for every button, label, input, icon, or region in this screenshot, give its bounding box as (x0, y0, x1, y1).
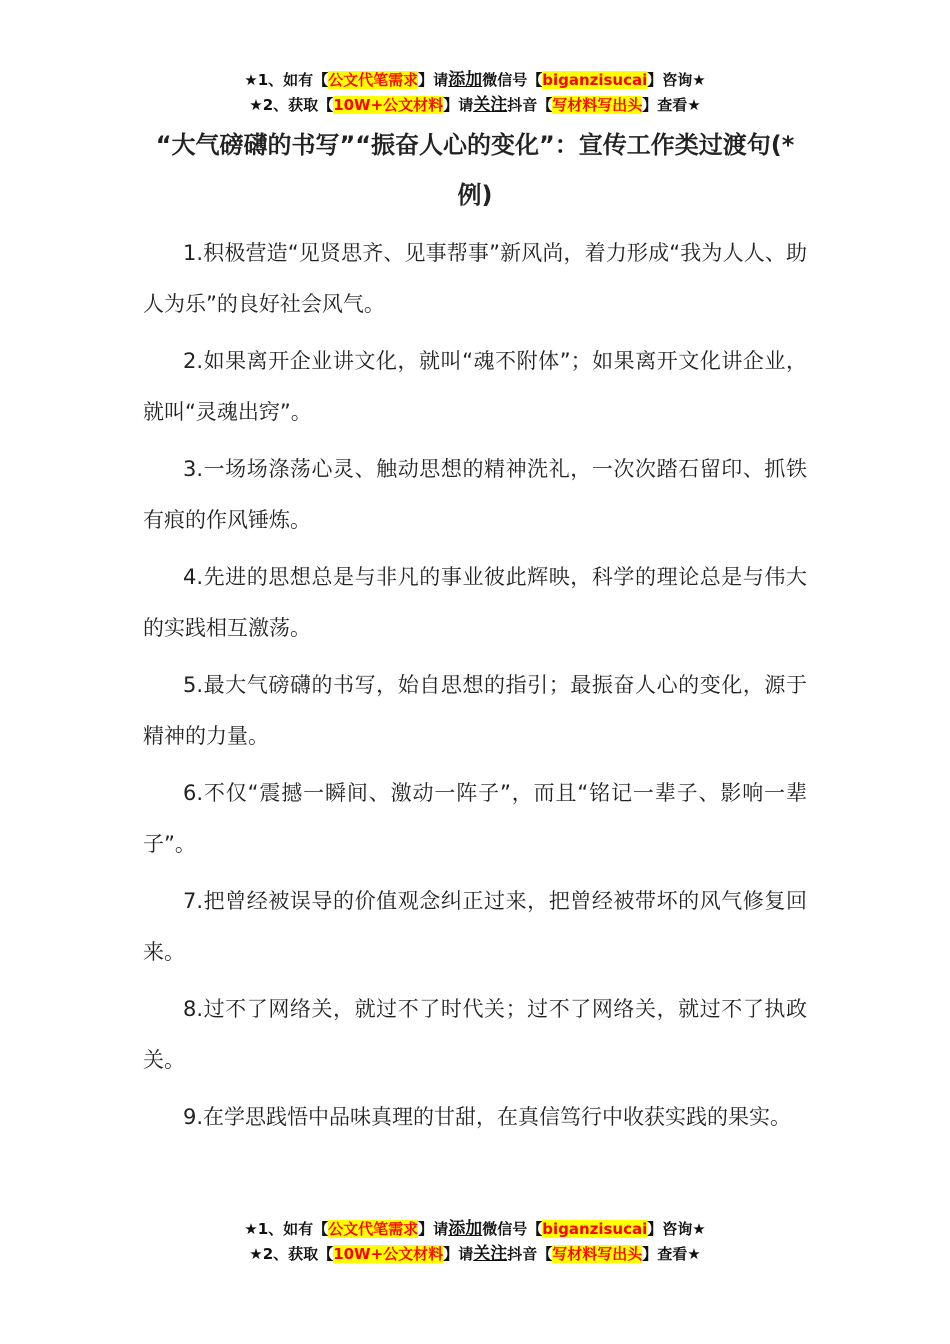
banner-text: 】请 (418, 1220, 449, 1238)
banner-text: ★2、获取【 (249, 1245, 334, 1263)
banner-text: 】请 (418, 71, 449, 89)
footer-banner (0, 1217, 950, 1267)
banner-highlight: biganzisucai (542, 1220, 648, 1238)
banner-highlight: 公文代笔需求 (328, 1220, 419, 1238)
paragraph: 3.一场场涤荡心灵、触动思想的精神洗礼，一次次踏石留印、抓铁有痕的作风锤炼。 (143, 457, 807, 532)
paragraph: 9.在学思践悟中品味真理的甘甜，在真信笃行中收获实践的果实。 (183, 1105, 792, 1129)
paragraph: 2.如果离开企业讲文化，就叫“魂不附体”；如果离开文化讲企业，就叫“灵魂出窍”。 (143, 349, 807, 424)
banner-highlight: 写材料写出头 (552, 1245, 643, 1263)
banner-text: ★1、如有【 (244, 71, 329, 89)
paragraph: 8.过不了网络关，就过不了时代关；过不了网络关，就过不了执政关。 (143, 997, 807, 1072)
banner-text: 】请 (443, 96, 474, 114)
banner-emphasis: 添加 (448, 70, 483, 90)
banner-emphasis: 关注 (473, 1244, 508, 1264)
banner-text: 抖音【 (507, 1245, 553, 1263)
paragraph: 4.先进的思想总是与非凡的事业彼此辉映，科学的理论总是与伟大的实践相互激荡。 (143, 565, 807, 640)
banner-highlight: 10W+公文材料 (333, 1245, 444, 1263)
banner-highlight: 10W+公文材料 (333, 96, 444, 114)
banner-text: 】查看★ (642, 1245, 701, 1263)
banner-text: ★1、如有【 (244, 1220, 329, 1238)
paragraph: 5.最大气磅礴的书写，始自思想的指引；最振奋人心的变化，源于精神的力量。 (143, 673, 807, 748)
document-body (143, 228, 807, 1150)
banner-line-2 (0, 93, 950, 118)
document-title: “大气磅礴的书写”“振奋人心的变化”：宣传工作类过渡句(*例) (155, 131, 795, 209)
banner-text: 抖音【 (507, 96, 553, 114)
banner-highlight: 公文代笔需求 (328, 71, 419, 89)
banner-text: 】咨询★ (647, 1220, 706, 1238)
paragraph: 6.不仅“震撼一瞬间、激动一阵子”，而且“铭记一辈子、影响一辈子”。 (143, 781, 807, 856)
banner-text: 微信号【 (482, 1220, 543, 1238)
banner-line-1 (0, 68, 950, 93)
banner-text: 微信号【 (482, 71, 543, 89)
banner-line-2 (0, 1242, 950, 1267)
banner-line-1 (0, 1217, 950, 1242)
banner-emphasis: 关注 (473, 95, 508, 115)
banner-text: 】查看★ (642, 96, 701, 114)
banner-text: 】咨询★ (647, 71, 706, 89)
header-banner (0, 68, 950, 118)
banner-highlight: 写材料写出头 (552, 96, 643, 114)
banner-text: 】请 (443, 1245, 474, 1263)
banner-highlight: biganzisucai (542, 71, 648, 89)
banner-emphasis: 添加 (448, 1219, 483, 1239)
banner-text: ★2、获取【 (249, 96, 334, 114)
paragraph: 1.积极营造“见贤思齐、见事帮事”新风尚，着力形成“我为人人、助人为乐”的良好社会风气。 (143, 241, 807, 316)
paragraph: 7.把曾经被误导的价值观念纠正过来，把曾经被带坏的风气修复回来。 (143, 889, 807, 964)
